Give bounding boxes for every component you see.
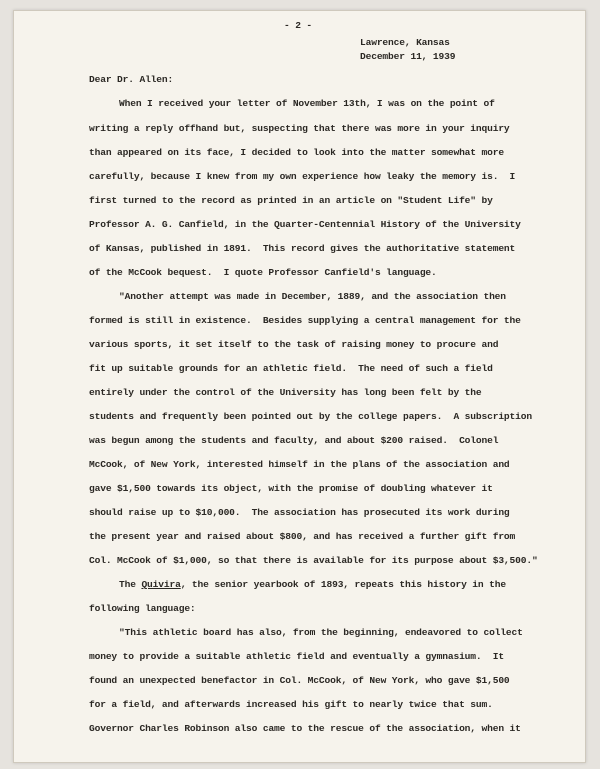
paragraph-text: , the senior yearbook of 1893, repeats this history in the xyxy=(180,579,506,590)
paragraph-line: Professor A. G. Canfield, in the Quarter-Centennial History of the University xyxy=(89,219,521,230)
quote-line: entirely under the control of the University has long been felt by the xyxy=(89,387,482,398)
paragraph-line: writing a reply offhand but, suspecting that there was more in your inquiry xyxy=(89,123,510,134)
paragraph-line xyxy=(119,579,506,590)
quote-line: McCook, of New York, interested himself in the plans of the association and xyxy=(89,459,510,470)
quote-line: should raise up to $10,000. The association has prosecuted its work during xyxy=(89,507,510,518)
quote-line: for a field, and afterwards increased his gift to nearly twice that sum. xyxy=(89,699,493,710)
quote-line: various sports, it set itself to the task of raising money to procure and xyxy=(89,339,499,350)
quote-line: Col. McCook of $1,000, so that there is available for its purpose about $3,500." xyxy=(89,555,538,566)
letter-date: December 11, 1939 xyxy=(360,51,456,62)
yearbook-title: Quivira xyxy=(141,579,181,590)
quote-line: found an unexpected benefactor in Col. McCook, of New York, who gave $1,500 xyxy=(89,675,510,686)
letter-place: Lawrence, Kansas xyxy=(360,37,450,48)
salutation: Dear Dr. Allen: xyxy=(89,74,174,85)
quote-line: money to provide a suitable athletic field and eventually a gymnasium. It xyxy=(89,651,504,662)
paragraph-line: of Kansas, published in 1891. This record gives the authoritative statement xyxy=(89,243,516,254)
paragraph-line: carefully, because I knew from my own experience how leaky the memory is. I xyxy=(89,171,516,182)
paragraph-text: The xyxy=(119,579,142,590)
paragraph-line: When I received your letter of November 13th, I was on the point of xyxy=(119,98,495,109)
quote-line: the present year and raised about $800, and has received a further gift from xyxy=(89,531,516,542)
paragraph-line: following language: xyxy=(89,603,196,614)
paragraph-line: than appeared on its face, I decided to look into the matter somewhat more xyxy=(89,147,504,158)
quote-line: students and frequently been pointed out by the college papers. A subscription xyxy=(89,411,532,422)
paragraph-line: first turned to the record as printed in an article on "Student Life" by xyxy=(89,195,493,206)
quote-line: "Another attempt was made in December, 1889, and the association then xyxy=(119,291,506,302)
quote-line: gave $1,500 towards its object, with the promise of doubling whatever it xyxy=(89,483,493,494)
quote-line: was begun among the students and faculty, and about $200 raised. Colonel xyxy=(89,435,499,446)
quote-line: Governor Charles Robinson also came to the rescue of the association, when it xyxy=(89,723,521,734)
quote-line: "This athletic board has also, from the beginning, endeavored to collect xyxy=(119,627,523,638)
page-number: - 2 - xyxy=(284,20,313,31)
quote-line: formed is still in existence. Besides supplying a central management for the xyxy=(89,315,521,326)
letter-page xyxy=(13,10,586,763)
paragraph-line: of the McCook bequest. I quote Professor Canfield's language. xyxy=(89,267,437,278)
quote-line: fit up suitable grounds for an athletic field. The need of such a field xyxy=(89,363,493,374)
